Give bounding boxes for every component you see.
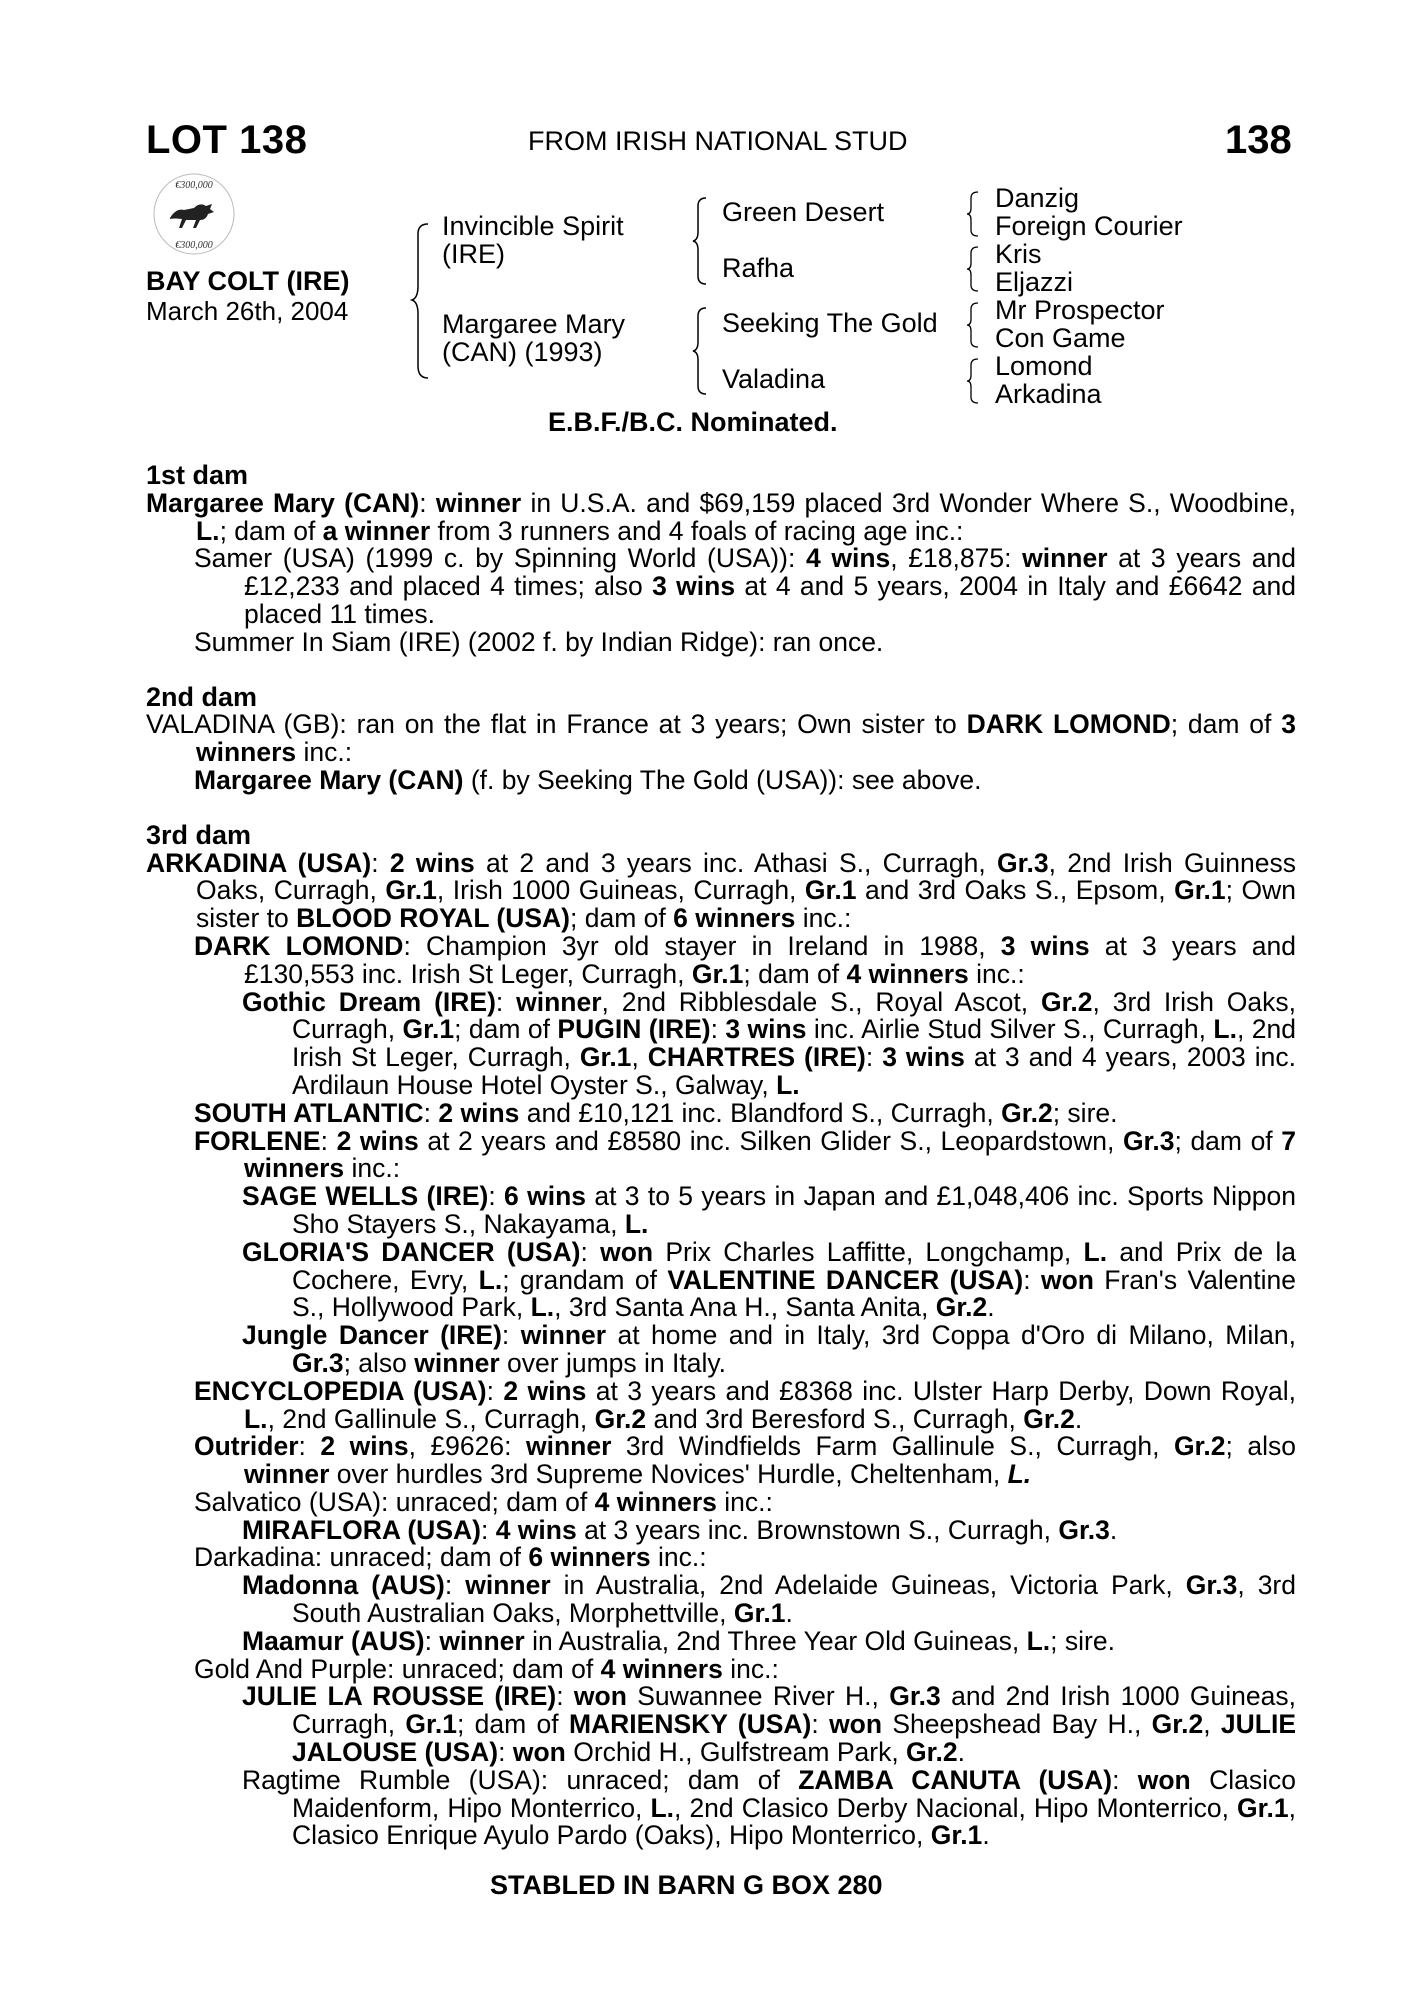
produce-entry: Jungle Dancer (IRE): winner at home and in Italy, 3rd Coppa d'Oro di Milano, Milan, Gr.3; also winner over jumps in Italy. xyxy=(242,1320,1296,1378)
pedigree-brace-g3-2 xyxy=(966,245,980,293)
produce-entry: MIRAFLORA (USA): 4 wins at 3 years inc. Brownstown S., Curragh, Gr.3. xyxy=(242,1514,1118,1545)
produce-entry: Gothic Dream (IRE): winner, 2nd Ribblesdale S., Royal Ascot, Gr.2, 3rd Irish Oaks, Curragh, Gr.1; dam of PUGIN (IRE): 3 wins inc. Airlie Stud Silver S., Curragh, L., 2nd Irish St Leger, Curragh, Gr.1, CHARTRES (IRE): 3 wins at 3 and 4 years, 2003 inc. Ardilaun House Hotel Oyster S., Galway, L. xyxy=(242,986,1297,1100)
pedigree-g3-3: Kris xyxy=(995,239,1042,269)
foaling-date: March 26th, 2004 xyxy=(146,296,349,326)
pedigree-g3-2: Foreign Courier xyxy=(995,211,1183,241)
produce-entry: Madonna (AUS): winner in Australia, 2nd Adelaide Guineas, Victoria Park, Gr.3, 3rd South Australian Oaks, Morphettville, Gr.1. xyxy=(242,1570,1296,1629)
produce-entry: FORLENE: 2 wins at 2 years and £8580 inc. Silken Glider S., Leopardstown, Gr.3; dam of 7 winners inc.: xyxy=(194,1125,1296,1184)
pedigree-sire: Invincible Spirit (IRE) xyxy=(442,211,624,269)
pedigree-g3-4: Eljazzi xyxy=(995,267,1074,297)
section-heading-2nd-dam: 2nd dam xyxy=(146,681,258,712)
produce-entry: SAGE WELLS (IRE): 6 wins at 3 to 5 years in Japan and £1,048,406 inc. Sports Nippon Sho Stayers S., Nakayama, L. xyxy=(242,1181,1296,1239)
section-heading-3rd-dam: 3rd dam xyxy=(146,819,252,850)
produce-entry: SOUTH ATLANTIC: 2 wins and £10,121 inc. Blandford S., Curragh, Gr.2; sire. xyxy=(194,1097,1118,1128)
produce-entry: Summer In Siam (IRE) (2002 f. by Indian Ridge): ran once. xyxy=(194,626,884,657)
produce-entry: DARK LOMOND: Champion 3yr old stayer in Ireland in 1988, 3 wins at 3 years and £130,553 inc. Irish St Leger, Curragh, Gr.1; dam of 4 winners inc.: xyxy=(194,930,1296,989)
pedigree-dam: Margaree Mary (CAN) (1993) xyxy=(442,309,626,367)
produce-entry: Maamur (AUS): winner in Australia, 2nd Three Year Old Guineas, L.; sire. xyxy=(242,1625,1115,1656)
produce-entry: Salvatico (USA): unraced; dam of 4 winners inc.: xyxy=(194,1486,773,1517)
horse-description: BAY COLT (IRE) xyxy=(146,266,350,296)
pedigree-brace-main xyxy=(410,222,430,382)
pedigree-g3-8: Arkadina xyxy=(995,379,1102,409)
pedigree-brace-dam xyxy=(692,306,708,396)
produce-entry: Samer (USA) (1999 c. by Spinning World (USA)): 4 wins, £18,875: winner at 3 years and £12,233 and placed 4 times; also 3 wins at 4 and 5 years, 2004 in Italy and £6642 and placed 11 times. xyxy=(194,543,1296,629)
pedigree-g3-5: Mr Prospector xyxy=(995,295,1165,325)
reserve-badge-text-bottom: €300,000 xyxy=(175,240,213,251)
produce-entry: JULIE LA ROUSSE (IRE): won Suwannee River H., Gr.3 and 2nd Irish 1000 Guineas, Curragh, Gr.1; dam of MARIENSKY (USA): won Sheepshead Bay H., Gr.2, JULIE JALOUSE (USA): won Orchid H., Gulfstream Park, Gr.2. xyxy=(242,1681,1297,1768)
reserve-badge-text: €300,000 xyxy=(175,180,213,191)
lot-number: 138 xyxy=(1225,118,1292,162)
nomination-status: E.B.F./B.C. Nominated. xyxy=(548,407,838,437)
dam-entry: VALADINA (GB): ran on the flat in France at 3 years; Own sister to DARK LOMOND; dam of 3 winners inc.: xyxy=(146,709,1296,768)
lot-label: LOT 138 xyxy=(146,118,308,162)
reserve-badge-logo xyxy=(152,172,236,256)
pedigree-g3-6: Con Game xyxy=(995,323,1126,353)
pedigree-sire-sire: Green Desert xyxy=(722,197,885,227)
dam-entry: Margaree Mary (CAN): winner in U.S.A. and $69,159 placed 3rd Wonder Where S., Woodbine, L.; dam of a winner from 3 runners and 4 foals of racing age inc.: xyxy=(146,487,1296,546)
produce-entry: GLORIA'S DANCER (USA): won Prix Charles Laffitte, Longchamp, L. and Prix de la Cochere, Evry, L.; grandam of VALENTINE DANCER (USA): won Fran's Valentine S., Hollywood Park, L., 3rd Santa Ana H., Santa Anita, Gr.2. xyxy=(242,1236,1296,1323)
pedigree-dam-sire: Seeking The Gold xyxy=(722,308,938,338)
stabling-info: STABLED IN BARN G BOX 280 xyxy=(490,1870,883,1900)
pedigree-sire-dam: Rafha xyxy=(722,253,795,283)
pedigree-brace-sire xyxy=(692,196,708,286)
produce-entry: Margaree Mary (CAN) (f. by Seeking The Gold (USA)): see above. xyxy=(194,764,982,795)
pedigree-g3-1: Danzig xyxy=(995,183,1080,213)
pedigree-g3-7: Lomond xyxy=(995,351,1093,381)
produce-entry: ENCYCLOPEDIA (USA): 2 wins at 3 years and £8368 inc. Ulster Harp Derby, Down Royal, L., 2nd Gallinule S., Curragh, Gr.2 and 3rd Beresford S., Curragh, Gr.2. xyxy=(194,1375,1296,1434)
produce-entry: Outrider: 2 wins, £9626: winner 3rd Windfields Farm Gallinule S., Curragh, Gr.2; also winner over hurdles 3rd Supreme Novices' Hurdle, Cheltenham, L. xyxy=(194,1431,1296,1490)
produce-entry: Gold And Purple: unraced; dam of 4 winners inc.: xyxy=(194,1653,779,1684)
dam-entry: ARKADINA (USA): 2 wins at 2 and 3 years inc. Athasi S., Curragh, Gr.3, 2nd Irish Guinness Oaks, Curragh, Gr.1, Irish 1000 Guineas, Curragh, Gr.1 and 3rd Oaks S., Epsom, Gr.1; Own sister to BLOOD ROYAL (USA); dam of 6 winners inc.: xyxy=(146,847,1297,934)
produce-entry: Ragtime Rumble (USA): unraced; dam of ZAMBA CANUTA (USA): won Clasico Maidenform, Hipo Monterrico, L., 2nd Clasico Derby Nacional, Hipo Monterrico, Gr.1, Clasico Enrique Ayulo Pardo (Oaks), Hipo Monterrico, Gr.1. xyxy=(242,1764,1296,1851)
catalogue-body xyxy=(146,462,1296,1850)
pedigree-brace-g3-4 xyxy=(966,357,980,405)
pedigree-brace-g3-3 xyxy=(966,301,980,349)
consignor: FROM IRISH NATIONAL STUD xyxy=(528,126,908,156)
produce-entry: Darkadina: unraced; dam of 6 winners inc.: xyxy=(194,1542,707,1573)
pedigree-brace-g3-1 xyxy=(966,190,980,238)
pedigree-dam-dam: Valadina xyxy=(722,364,826,394)
section-heading-1st-dam: 1st dam xyxy=(146,460,249,490)
